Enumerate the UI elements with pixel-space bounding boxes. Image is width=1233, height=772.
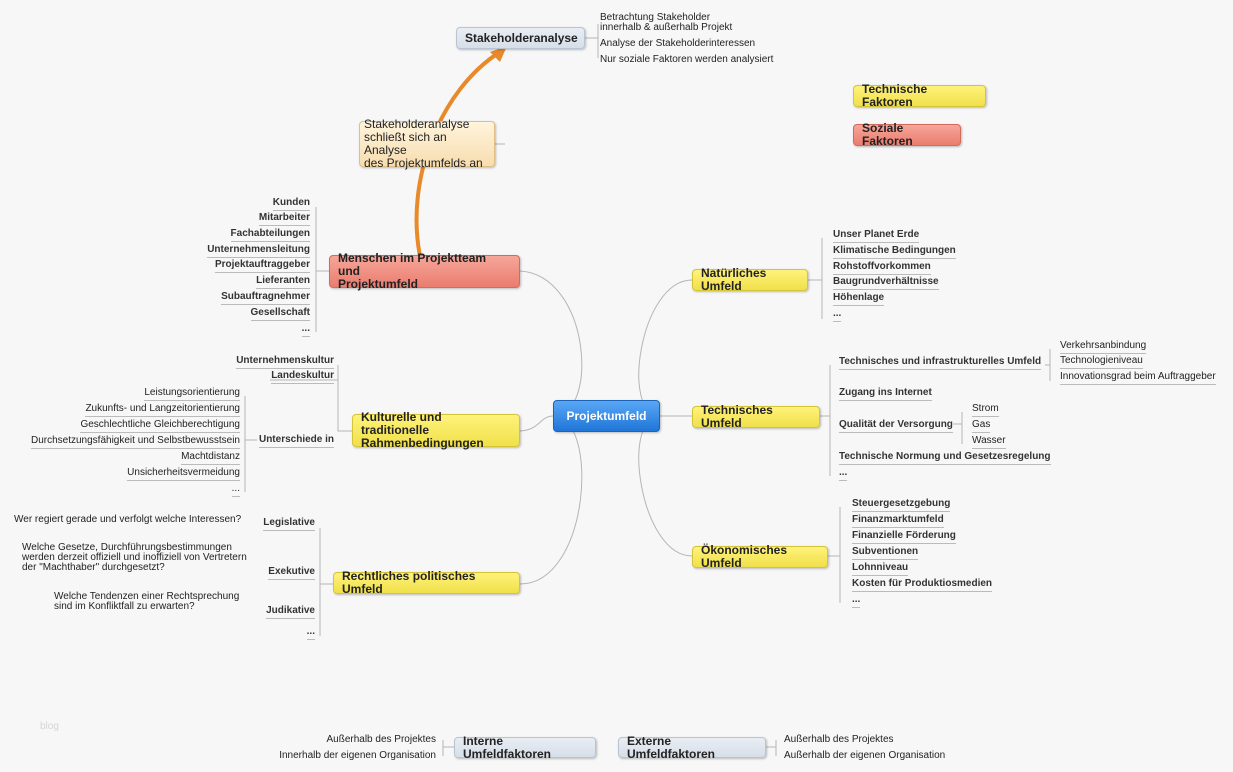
- legend-intern-item: Innerhalb der eigenen Organisation: [279, 750, 436, 761]
- rechtlich-judikative: Judikative: [266, 605, 315, 619]
- legend-technical: Technische Faktoren: [853, 85, 986, 107]
- menschen-node[interactable]: [329, 251, 520, 291]
- stakeholder-item: innerhalb & außerhalb Projekt: [600, 22, 733, 33]
- note-line: schließt sich an Analyse: [364, 130, 447, 157]
- oekonomisch-item: Lohnniveau: [852, 562, 908, 576]
- menschen-item: Lieferanten: [256, 275, 310, 289]
- technisch-versorgung-item: Strom: [972, 403, 999, 417]
- kulturell-title-line: Kulturelle und traditionelle: [361, 410, 442, 437]
- rechtlich-question: Welche Tendenzen einer Rechtsprechung: [54, 591, 240, 602]
- natuerlich-item: Höhenlage: [833, 292, 884, 306]
- natuerlich-item: Rohstoffvorkommen: [833, 261, 931, 275]
- kulturell-sub-item: ...: [232, 483, 240, 497]
- technisch-node[interactable]: Technisches Umfeld: [692, 406, 820, 428]
- rechtlich-question: Welche Gesetze, Durchführungsbestimmungen: [22, 542, 232, 553]
- oekonomisch-item: Kosten für Produktiosmedien: [852, 578, 992, 592]
- legend-extern: Externe Umfeldfaktoren: [618, 737, 766, 758]
- technisch-infra-item: Verkehrsanbindung: [1060, 340, 1146, 354]
- stakeholder-item: Analyse der Stakeholderinteressen: [600, 38, 756, 49]
- natuerlich-item: ...: [833, 308, 841, 322]
- natuerlich-item: Klimatische Bedingungen: [833, 245, 956, 259]
- technisch-versorgung-item: Gas: [972, 419, 990, 433]
- kulturell-title-line: Rahmenbedingungen: [361, 436, 484, 450]
- menschen-title-line: Projektumfeld: [338, 277, 419, 291]
- kulturell-sub-item: Leistungsorientierung: [144, 387, 240, 401]
- rechtlich-question: sind im Konfliktfall zu erwarten?: [54, 601, 195, 612]
- menschen-item: Kunden: [273, 197, 310, 211]
- technisch-infra-item: Innovationsgrad beim Auftraggeber: [1060, 371, 1216, 385]
- technisch-versorgung: Qualität der Versorgung: [839, 419, 953, 433]
- rechtlich-exekutive: Exekutive: [268, 566, 315, 580]
- kulturell-sub-item: Unsicherheitsvermeidung: [127, 467, 240, 481]
- legend-social: Soziale Faktoren: [853, 124, 961, 146]
- legend-extern-item: Außerhalb der eigenen Organisation: [784, 750, 946, 761]
- kulturell-sub-item: Machtdistanz: [181, 451, 240, 465]
- menschen-item: Unternehmensleitung: [207, 244, 310, 258]
- kulturell-node[interactable]: [352, 410, 520, 450]
- menschen-item: Projektauftraggeber: [215, 259, 310, 273]
- natuerlich-item: Unser Planet Erde: [833, 229, 919, 243]
- technisch-normung: Technische Normung und Gesetzesregelung: [839, 451, 1051, 465]
- menschen-item: Subauftragnehmer: [221, 291, 310, 305]
- oekonomisch-item: Subventionen: [852, 546, 918, 560]
- watermark: blog: [40, 721, 59, 732]
- technisch-internet: Zugang ins Internet: [839, 387, 932, 401]
- rechtlich-more: ...: [307, 626, 315, 640]
- oekonomisch-item: Finanzmarktumfeld: [852, 514, 944, 528]
- stakeholder-note[interactable]: [359, 117, 495, 170]
- kulturell-unterschiede: Unterschiede in: [259, 434, 334, 448]
- oekonomisch-item: Steuergesetzgebung: [852, 498, 950, 512]
- rechtlich-question: der "Machthaber" durchgesetzt?: [22, 562, 165, 573]
- kulturell-sub-item: Zukunfts- und Langzeitorientierung: [85, 403, 240, 417]
- menschen-item: ...: [302, 323, 310, 337]
- menschen-title-line: Menschen im Projektteam und: [338, 251, 487, 278]
- natuerlich-node[interactable]: Natürliches Umfeld: [692, 269, 808, 291]
- technisch-more: ...: [839, 467, 847, 481]
- kulturell-item: Unternehmenskultur: [236, 355, 334, 369]
- technisch-infra: Technisches und infrastrukturelles Umfeld: [839, 356, 1041, 370]
- rechtlich-question: werden derzeit offiziell und inoffiziell von Vertretern: [22, 552, 247, 563]
- kulturell-item: Landeskultur: [271, 370, 334, 384]
- legend-intern: Interne Umfeldfaktoren: [454, 737, 596, 758]
- legend-intern-item: Außerhalb des Projektes: [326, 734, 436, 745]
- center-node[interactable]: Projektumfeld: [553, 400, 660, 432]
- oekonomisch-item: ...: [852, 594, 860, 608]
- rechtlich-node[interactable]: Rechtliches politisches Umfeld: [333, 572, 520, 594]
- natuerlich-item: Baugrundverhältnisse: [833, 276, 939, 290]
- kulturell-sub-item: Durchsetzungsfähigkeit und Selbstbewusstsein: [31, 435, 240, 449]
- stakeholder-node[interactable]: Stakeholderanalyse: [456, 27, 585, 49]
- note-line: Stakeholderanalyse: [364, 117, 470, 131]
- menschen-item: Mitarbeiter: [259, 212, 310, 226]
- stakeholder-item: Nur soziale Faktoren werden analysiert: [600, 54, 774, 65]
- technisch-infra-item: Technologieniveau: [1060, 355, 1143, 369]
- oekonomisch-item: Finanzielle Förderung: [852, 530, 956, 544]
- kulturell-sub-item: Geschlechtliche Gleichberechtigung: [80, 419, 240, 433]
- legend-extern-item: Außerhalb des Projektes: [784, 734, 894, 745]
- stakeholder-item: Betrachtung Stakeholder: [600, 12, 711, 23]
- technisch-versorgung-item: Wasser: [972, 435, 1006, 449]
- rechtlich-legislative: Legislative: [263, 517, 315, 531]
- note-line: des Projektumfelds an: [364, 156, 483, 170]
- oekonomisch-node[interactable]: Ökonomisches Umfeld: [692, 546, 828, 568]
- menschen-item: Fachabteilungen: [231, 228, 310, 242]
- menschen-item: Gesellschaft: [251, 307, 310, 321]
- rechtlich-question: Wer regiert gerade und verfolgt welche Interessen?: [14, 514, 242, 525]
